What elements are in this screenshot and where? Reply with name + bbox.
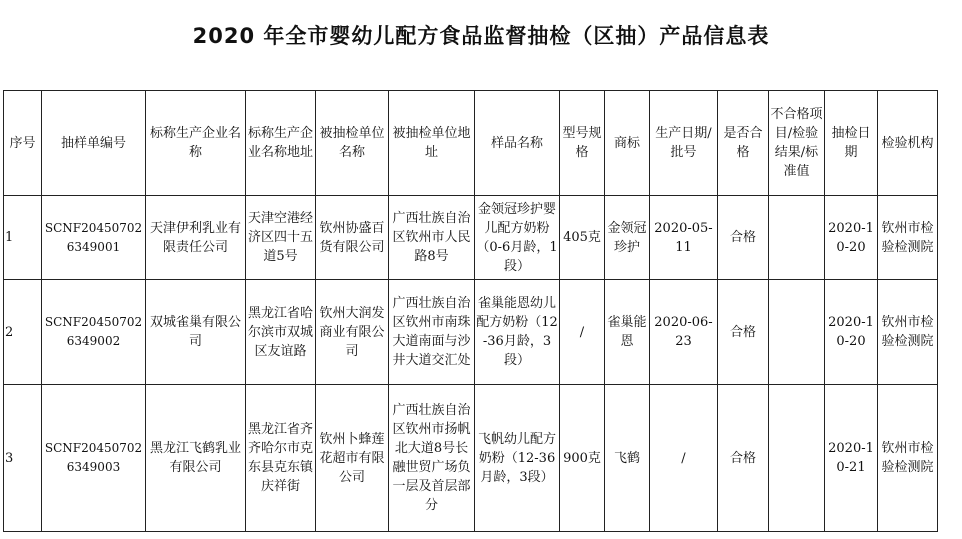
cell-unqualified-items [769, 280, 825, 385]
header-cell-index: 序号 [4, 91, 42, 196]
cell-brand: 金领冠珍护 [605, 196, 650, 280]
cell-batch: 2020-06-23 [650, 280, 718, 385]
table-row [4, 280, 938, 385]
header-cell-manufacturer-address: 标称生产企业名称地址 [246, 91, 316, 196]
cell-spec: / [560, 280, 605, 385]
cell-index: 3 [4, 385, 42, 532]
cell-unqualified-items [769, 385, 825, 532]
cell-sample-name: 金领冠珍护婴儿配方奶粉（0-6月龄，1段） [475, 196, 560, 280]
cell-sample-name: 飞帆幼儿配方奶粉（12-36月龄，3段） [475, 385, 560, 532]
cell-manufacturer: 天津伊利乳业有限责任公司 [146, 196, 246, 280]
header-cell-sample-name: 样品名称 [475, 91, 560, 196]
cell-inspector: 钦州市检验检测院 [878, 280, 938, 385]
cell-manufacturer: 双城雀巢有限公司 [146, 280, 246, 385]
cell-batch: 2020-05-11 [650, 196, 718, 280]
cell-spec: 900克 [560, 385, 605, 532]
cell-manufacturer-address: 黑龙江省齐齐哈尔市克东县克东镇庆祥街 [246, 385, 316, 532]
header-cell-inspector: 检验机构 [878, 91, 938, 196]
table-header-row [4, 91, 938, 196]
cell-sampled-unit: 钦州协盛百货有限公司 [316, 196, 389, 280]
cell-sample-date: 2020-10-20 [825, 196, 878, 280]
cell-sampled-address: 广西壮族自治区钦州市南珠大道南面与沙井大道交汇处 [389, 280, 475, 385]
cell-inspector: 钦州市检验检测院 [878, 385, 938, 532]
header-cell-sampled-unit: 被抽检单位名称 [316, 91, 389, 196]
header-cell-sample-date: 抽检日期 [825, 91, 878, 196]
header-cell-brand: 商标 [605, 91, 650, 196]
cell-sampled-address: 广西壮族自治区钦州市人民路8号 [389, 196, 475, 280]
table-row [4, 196, 938, 280]
cell-sample-code: SCNF204507026349002 [42, 280, 146, 385]
cell-sample-name: 雀巢能恩幼儿配方奶粉（12-36月龄，3段） [475, 280, 560, 385]
header-cell-unqualified-items: 不合格项目/检验结果/标准值 [769, 91, 825, 196]
cell-sample-date: 2020-10-21 [825, 385, 878, 532]
cell-brand: 雀巢能恩 [605, 280, 650, 385]
cell-manufacturer-address: 黑龙江省哈尔滨市双城区友谊路 [246, 280, 316, 385]
cell-sample-date: 2020-10-20 [825, 280, 878, 385]
product-info-table [3, 90, 938, 532]
header-cell-manufacturer: 标称生产企业名称 [146, 91, 246, 196]
cell-sampled-address: 广西壮族自治区钦州市扬帆北大道8号长融世贸广场负一层及首层部分 [389, 385, 475, 532]
header-cell-qualified: 是否合格 [718, 91, 769, 196]
header-cell-batch: 生产日期/批号 [650, 91, 718, 196]
cell-batch: / [650, 385, 718, 532]
cell-unqualified-items [769, 196, 825, 280]
cell-index: 2 [4, 280, 42, 385]
header-cell-spec: 型号规格 [560, 91, 605, 196]
cell-brand: 飞鹤 [605, 385, 650, 532]
cell-manufacturer: 黑龙江飞鹤乳业有限公司 [146, 385, 246, 532]
header-cell-sampled-address: 被抽检单位地址 [389, 91, 475, 196]
cell-sample-code: SCNF204507026349001 [42, 196, 146, 280]
table-row [4, 385, 938, 532]
cell-qualified: 合格 [718, 280, 769, 385]
cell-sample-code: SCNF204507026349003 [42, 385, 146, 532]
cell-index: 1 [4, 196, 42, 280]
cell-sampled-unit: 钦州卜蜂莲花超市有限公司 [316, 385, 389, 532]
cell-qualified: 合格 [718, 196, 769, 280]
header-cell-sample-code: 抽样单编号 [42, 91, 146, 196]
page-title: 2020 年全市婴幼儿配方食品监督抽检（区抽）产品信息表 [192, 24, 770, 48]
cell-qualified: 合格 [718, 385, 769, 532]
cell-sampled-unit: 钦州大润发商业有限公司 [316, 280, 389, 385]
cell-inspector: 钦州市检验检测院 [878, 196, 938, 280]
cell-spec: 405克 [560, 196, 605, 280]
cell-manufacturer-address: 天津空港经济区四十五道5号 [246, 196, 316, 280]
